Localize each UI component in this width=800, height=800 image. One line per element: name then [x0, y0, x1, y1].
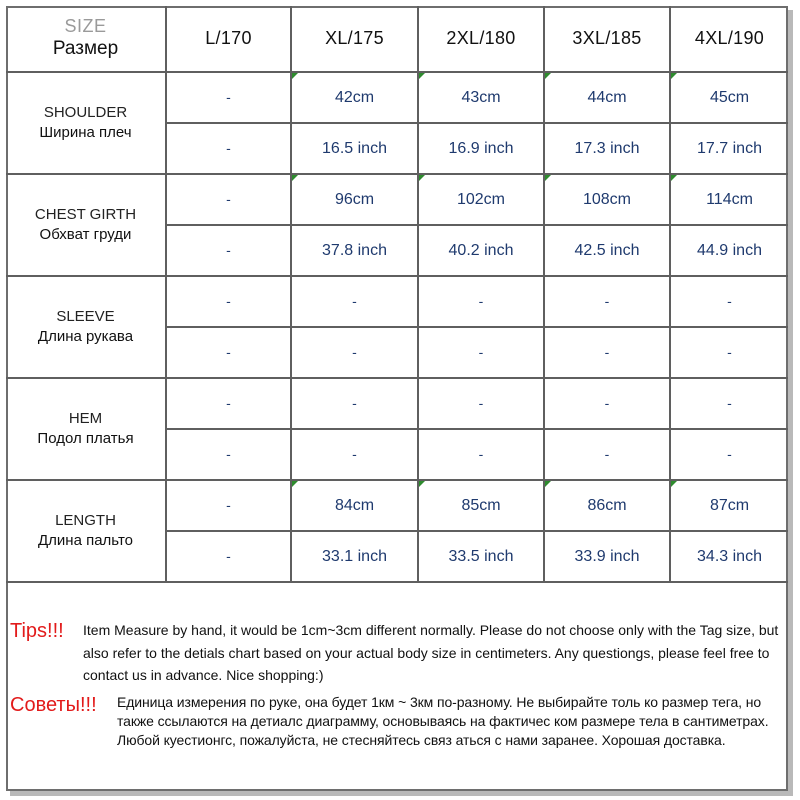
measure-value: - — [226, 292, 231, 309]
column-header: L/170 — [166, 6, 291, 72]
measure-cell — [418, 174, 544, 225]
measure-value: 33.1 inch — [322, 547, 387, 565]
measure-value: - — [727, 445, 732, 462]
measure-cell — [291, 174, 418, 225]
measure-cell — [291, 378, 418, 429]
measure-cell — [418, 531, 544, 582]
row-label-cell — [6, 174, 166, 276]
measure-cell — [166, 327, 291, 378]
measure-cell — [544, 123, 670, 174]
frame-shadow-right — [788, 10, 793, 796]
column-header: XL/175 — [291, 6, 418, 72]
tips-section — [10, 619, 785, 750]
measure-cell — [544, 276, 670, 327]
corner-mark — [419, 175, 425, 181]
row-label-en: HEM — [68, 410, 103, 427]
corner-mark — [671, 73, 677, 79]
measure-value: 16.9 inch — [448, 139, 514, 157]
measure-value: - — [604, 445, 610, 462]
measure-value: 37.8 inch — [322, 241, 387, 259]
size-label-ru: Размер — [52, 37, 119, 59]
tips-text-en: Item Measure by hand, it would be 1cm~3cm different normally. Please do not choose only with the Tag size, but also refer to the detials chart based on your actual body size in centimeters. Any questiongs, please feel free to contact us in advance. Nice shopping:) — [83, 622, 779, 683]
measure-cell — [166, 72, 291, 123]
measure-value: - — [226, 496, 231, 513]
measure-value: 45cm — [709, 88, 750, 106]
measure-cell — [291, 72, 418, 123]
measure-value: - — [226, 547, 231, 564]
measure-cell — [166, 174, 291, 225]
measure-cell — [418, 480, 544, 531]
measure-cell — [291, 531, 418, 582]
measure-value: 86cm — [587, 496, 627, 514]
measure-cell — [418, 429, 544, 480]
measure-value: - — [478, 343, 484, 360]
measure-value: 34.3 inch — [697, 547, 762, 565]
measure-value: - — [478, 445, 484, 462]
measure-cell — [418, 72, 544, 123]
measure-cell — [166, 276, 291, 327]
measure-row — [6, 276, 788, 327]
measure-value: - — [352, 292, 357, 309]
measure-cell — [670, 531, 788, 582]
measure-cell — [166, 480, 291, 531]
measure-value: - — [226, 394, 231, 411]
corner-mark — [292, 73, 298, 79]
measure-value: 33.9 inch — [574, 547, 640, 565]
size-chart-table — [6, 6, 788, 583]
column-header: 2XL/180 — [418, 6, 544, 72]
measure-value: - — [604, 394, 610, 411]
row-label-ru: Обхват груди — [39, 226, 132, 243]
measure-value: 43cm — [461, 88, 501, 106]
measure-value: 17.3 inch — [574, 139, 640, 157]
measure-value: - — [352, 394, 357, 411]
measure-cell — [166, 123, 291, 174]
measure-row — [6, 480, 788, 531]
measure-value: - — [604, 343, 610, 360]
measure-value: - — [727, 343, 732, 360]
measure-value: - — [226, 445, 231, 462]
measure-value: 108cm — [582, 190, 632, 208]
measure-value: 16.5 inch — [322, 139, 387, 157]
tips-label-en: Tips!!! — [10, 620, 64, 642]
measure-cell — [544, 429, 670, 480]
corner-mark — [671, 175, 677, 181]
measure-value: - — [226, 343, 231, 360]
measure-cell — [166, 378, 291, 429]
measure-cell — [544, 480, 670, 531]
measure-cell — [166, 225, 291, 276]
measure-value: 44cm — [587, 88, 627, 106]
corner-mark — [419, 481, 425, 487]
measure-cell — [544, 531, 670, 582]
measure-cell — [291, 327, 418, 378]
header-row — [6, 6, 788, 72]
measure-value: - — [226, 190, 231, 207]
measure-cell — [418, 378, 544, 429]
measure-value: - — [352, 343, 357, 360]
measure-value: - — [478, 394, 484, 411]
row-label-en: LENGTH — [55, 512, 116, 529]
size-label-en: SIZE — [64, 15, 107, 36]
measure-cell — [670, 429, 788, 480]
measure-cell — [670, 480, 788, 531]
measure-value: 33.5 inch — [448, 547, 514, 565]
row-label-ru: Длина рукава — [37, 328, 134, 345]
measure-value: 102cm — [456, 190, 506, 208]
measure-cell — [418, 123, 544, 174]
measure-value: 84cm — [334, 496, 375, 514]
measure-value: - — [226, 241, 231, 258]
measure-value: - — [604, 292, 610, 309]
measure-cell — [544, 378, 670, 429]
measure-cell — [670, 123, 788, 174]
row-label-en: SHOULDER — [43, 104, 128, 121]
corner-mark — [419, 73, 425, 79]
measure-value: - — [226, 88, 231, 105]
frame-shadow-bottom — [10, 791, 793, 796]
measure-cell — [544, 72, 670, 123]
measure-value: - — [478, 292, 484, 309]
measure-cell — [670, 276, 788, 327]
measure-cell — [670, 174, 788, 225]
measure-cell — [166, 429, 291, 480]
measure-cell — [670, 378, 788, 429]
measure-cell — [291, 225, 418, 276]
measure-cell — [544, 174, 670, 225]
measure-value: 42cm — [334, 88, 375, 106]
measure-value: 85cm — [461, 496, 501, 514]
row-label-ru: Ширина плеч — [39, 124, 132, 141]
measure-cell — [670, 225, 788, 276]
tips-label-ru: Советы!!! — [10, 693, 97, 716]
measure-row — [6, 378, 788, 429]
corner-mark — [292, 481, 298, 487]
size-header-cell — [6, 6, 166, 72]
measure-value: - — [226, 139, 231, 156]
measure-value: - — [727, 394, 732, 411]
measure-cell — [291, 429, 418, 480]
column-header: 3XL/185 — [544, 6, 670, 72]
tips-en — [10, 619, 785, 687]
measure-cell — [418, 276, 544, 327]
measure-row — [6, 72, 788, 123]
corner-mark — [292, 175, 298, 181]
measure-value: 96cm — [334, 190, 375, 208]
measure-cell — [544, 327, 670, 378]
measure-cell — [670, 327, 788, 378]
corner-mark — [545, 481, 551, 487]
measure-cell — [418, 327, 544, 378]
corner-mark — [671, 481, 677, 487]
row-label-cell — [6, 378, 166, 480]
tips-ru — [10, 693, 785, 750]
measure-cell — [291, 276, 418, 327]
row-label-en: CHEST GIRTH — [34, 206, 137, 223]
corner-mark — [545, 73, 551, 79]
column-header: 4XL/190 — [670, 6, 788, 72]
measure-cell — [291, 480, 418, 531]
row-label-en: SLEEVE — [56, 308, 115, 325]
row-label-ru: Длина пальто — [38, 532, 133, 549]
measure-value: - — [352, 445, 357, 462]
measure-cell — [291, 123, 418, 174]
measure-value: 42.5 inch — [574, 241, 640, 259]
measure-value: 17.7 inch — [697, 139, 762, 157]
measure-cell — [418, 225, 544, 276]
measure-value: 114cm — [706, 190, 753, 208]
tips-text-ru: Единица измерения по руке, она будет 1км ~ 3км по-разному. Не выбирайте толь ко размер тега, но также ссылаются на детиалс диаграмму, основываясь на фактичес ком размере тела в сантиметрах. Любой куестионгс, пожалуйста, не стесняйтесь связ аться с нами заранее. Хорошая доставка. — [117, 693, 769, 748]
measure-value: 40.2 inch — [448, 241, 514, 259]
row-label-ru: Подол платья — [37, 430, 134, 447]
row-label-cell — [6, 480, 166, 582]
row-label-cell — [6, 72, 166, 174]
measure-cell — [670, 72, 788, 123]
row-label-cell — [6, 276, 166, 378]
measure-value: 44.9 inch — [697, 241, 762, 259]
measure-cell — [166, 531, 291, 582]
measure-value: 87cm — [709, 496, 750, 514]
corner-mark — [545, 175, 551, 181]
measure-row — [6, 174, 788, 225]
measure-cell — [544, 225, 670, 276]
measure-value: - — [727, 292, 732, 309]
